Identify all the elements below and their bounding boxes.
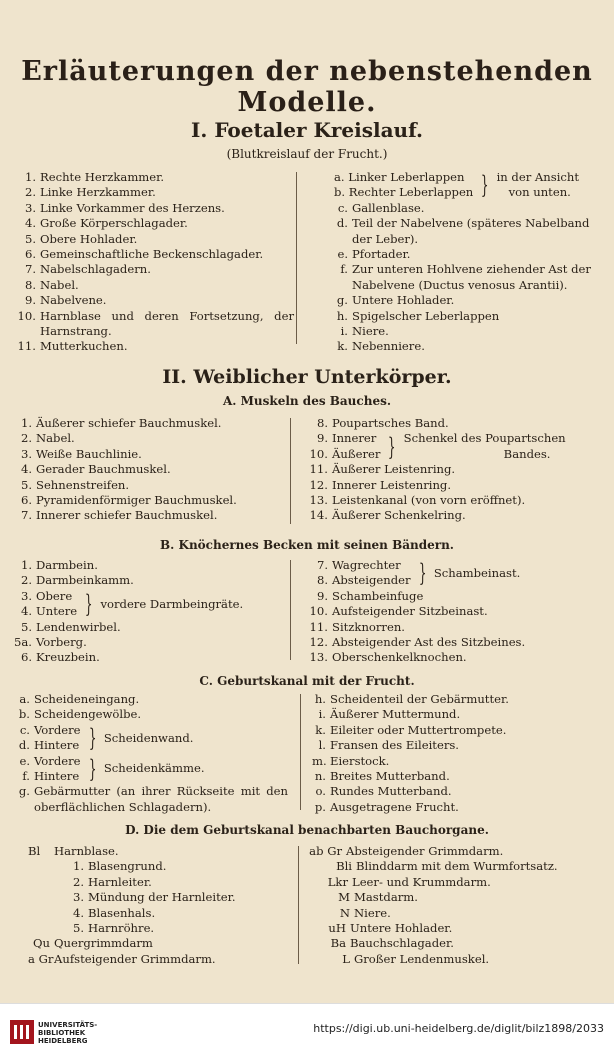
list-item: h. Spigelscher Leberlappen xyxy=(336,308,500,323)
subsection-b-heading: B. Knöchernes Becken mit seinen Bändern. xyxy=(160,538,454,552)
list-item: 9. Schambeinfuge xyxy=(316,588,424,603)
list-item: 4. Gerader Bauchmuskel. xyxy=(20,462,171,477)
list-item: 5a. Vorberg. xyxy=(14,635,87,650)
list-item: Bli Blinddarm mit dem Wurmfortsatz. xyxy=(336,859,558,874)
list-item: 5. Lendenwirbel. xyxy=(20,619,121,634)
university-library-logo-icon xyxy=(10,1020,34,1044)
list-item: 1. Rechte Herzkammer. xyxy=(24,170,165,184)
list-item: a. Scheideneingang. xyxy=(19,692,140,706)
list-item: 2. Nabel. xyxy=(20,431,75,446)
list-item: k. Nebenniere. xyxy=(337,339,425,354)
brace-group: a. Linker Leberlappen b. Rechter Leberlappen } in der Ansicht von unten. xyxy=(334,170,580,200)
subsection-b-left-list xyxy=(14,558,284,666)
list-item: 1. Äußerer schiefer Bauchmuskel. xyxy=(20,416,222,430)
permalink-url[interactable]: https://digi.ub.uni-heidelberg.de/diglit/bilz1898/2033 xyxy=(313,1022,604,1035)
list-item: L Großer Lendenmuskel. xyxy=(342,951,490,966)
column-divider xyxy=(298,846,299,964)
viewer-footer xyxy=(0,1003,614,1058)
list-item: Bl Harnblase. xyxy=(28,844,119,858)
list-item: 10. Harnblase und deren Fortsetzung, der Harnstrang. xyxy=(17,308,294,339)
list-item: b. Scheidengewölbe. xyxy=(18,707,142,722)
list-item: ab Gr Absteigender Grimmdarm. xyxy=(309,844,504,858)
list-item: 8. Nabel. xyxy=(24,277,79,292)
list-item: 6. Pyramidenförmiger Bauchmuskel. xyxy=(20,493,237,508)
list-item: uH Untere Hohlader. xyxy=(328,921,453,936)
list-item: 13. Leistenkanal (von vorn eröffnet). xyxy=(309,493,526,508)
subsection-d-heading: D. Die dem Geburtskanal benachbarten Bauchorgane. xyxy=(125,823,489,837)
subsection-d-right-list xyxy=(308,844,606,967)
list-item: 14. Äußerer Schenkelring. xyxy=(309,508,466,523)
list-item: 3. Weiße Bauchlinie. xyxy=(20,446,142,461)
list-item: f. Zur unteren Hohlvene ziehender Ast der Nabelvene (Ductus venosus Arantii). xyxy=(340,262,591,292)
list-item: 5. Harnröhre. xyxy=(72,921,155,936)
list-item: 3. Mündung der Harnleiter. xyxy=(72,890,236,905)
subsection-b-right-list xyxy=(308,558,606,666)
list-item: 5. Sehnenstreifen. xyxy=(20,477,130,492)
list-item: d. Teil der Nabelvene (späteres Nabelband der Leber). xyxy=(336,216,590,246)
list-item: 12. Innerer Leistenring. xyxy=(309,477,452,492)
subsection-a-heading: A. Muskeln des Bauches. xyxy=(222,394,392,408)
list-item: 7. Innerer schiefer Bauchmuskel. xyxy=(20,508,218,523)
subsection-a-left-list xyxy=(14,416,284,524)
brace-group: 7. Wagrechter 8. Absteigender } Schambeinast. xyxy=(316,558,521,588)
list-item: e. Pfortader. xyxy=(337,247,411,262)
list-item: 8. Poupartsches Band. xyxy=(316,416,449,430)
list-item: Qu Quergrimmdarm xyxy=(33,936,153,951)
list-item: 12. Absteigender Ast des Sitzbeines. xyxy=(309,635,526,650)
list-item: n. Breites Mutterband. xyxy=(314,769,450,784)
section-2-heading: II. Weiblicher Unterkörper. xyxy=(162,366,452,388)
brace-icon: } xyxy=(388,432,396,461)
list-item: k. Eileiter oder Muttertrompete. xyxy=(315,722,507,737)
subsection-a-right-list xyxy=(308,416,606,524)
list-item: 6. Gemeinschaftliche Beckenschlagader. xyxy=(24,247,264,262)
list-item: c. Gallenblase. xyxy=(337,200,425,215)
brace-group: 3. Obere 4. Untere } vordere Darmbeingräte. xyxy=(20,588,244,619)
section-1-left-list xyxy=(14,170,294,355)
brace-group: e. Vordere f. Hintere } Scheidenkämme. xyxy=(19,753,205,784)
brace-group: c. Vordere d. Hintere } Scheidenwand. xyxy=(18,722,194,753)
list-item: 7. Nabelschlagadern. xyxy=(24,262,151,277)
list-item: 11. Äußerer Leistenring. xyxy=(309,462,456,477)
section-1-right-list xyxy=(334,170,606,355)
subsection-c-right-list xyxy=(312,692,606,815)
list-item: 6. Kreuzbein. xyxy=(20,650,100,665)
list-item: 9. Nabelvene. xyxy=(24,293,107,308)
brace-icon: } xyxy=(84,590,93,619)
column-divider xyxy=(300,694,301,810)
brace-icon: } xyxy=(88,724,96,753)
list-item: 2. Linke Herzkammer. xyxy=(24,185,156,200)
list-item: 4. Blasenhals. xyxy=(72,905,156,920)
section-1-subtitle: (Blutkreislauf der Frucht.) xyxy=(226,147,388,161)
list-item: Ba Bauchschlagader. xyxy=(330,936,454,951)
brace-icon: } xyxy=(88,755,96,784)
page-title: Erläuterungen der nebenstehenden Modelle. xyxy=(21,56,593,118)
brace-icon: } xyxy=(418,559,427,588)
list-item: p. Ausgetragene Frucht. xyxy=(314,799,459,814)
list-item: M Mastdarm. xyxy=(338,890,418,905)
list-item: N Niere. xyxy=(339,905,391,920)
list-item: 11. Mutterkuchen. xyxy=(17,339,128,354)
list-item: i. Niere. xyxy=(340,324,389,339)
subsection-c-heading: C. Geburtskanal mit der Frucht. xyxy=(199,674,415,688)
library-name: UNIVERSITÄTS- BIBLIOTHEK HEIDELBERG xyxy=(38,1021,98,1045)
list-item: g. Untere Hohlader. xyxy=(336,293,455,308)
column-divider xyxy=(290,560,291,660)
list-item: 11. Sitzknorren. xyxy=(309,619,405,634)
list-item: 2. Darmbeinkamm. xyxy=(20,573,134,588)
section-1-heading: I. Foetaler Kreislauf. xyxy=(191,118,423,142)
list-item: 1. Blasengrund. xyxy=(72,859,167,874)
subsection-c-left-list xyxy=(18,692,288,815)
list-item: 5. Obere Hohlader. xyxy=(24,231,138,246)
list-item: 10. Aufsteigender Sitzbeinast. xyxy=(309,604,488,619)
list-item: i. Äußerer Muttermund. xyxy=(318,707,461,722)
list-item: 13. Oberschenkelknochen. xyxy=(309,650,467,665)
list-item: l. Fransen des Eileiters. xyxy=(318,738,459,753)
list-item: 4. Große Körperschlagader. xyxy=(24,216,188,231)
list-item: h. Scheidenteil der Gebärmutter. xyxy=(314,692,509,706)
subsection-d-left-list xyxy=(28,844,290,967)
brace-group: 9. Innerer 10. Äußerer } Schenkel des Poupartschen Bandes. xyxy=(309,431,566,461)
list-item: m. Eierstock. xyxy=(312,753,390,768)
list-item: Lkr Leer- und Krummdarm. xyxy=(327,874,491,889)
list-item: 3. Linke Vorkammer des Herzens. xyxy=(24,200,225,215)
list-item: 2. Harnleiter. xyxy=(72,874,152,889)
list-item: g. Gebärmutter (an ihrer Rückseite mit den oberflächlichen Schlagadern). xyxy=(18,784,288,814)
column-divider xyxy=(296,172,297,344)
list-item: o. Rundes Mutterband. xyxy=(315,784,452,799)
column-divider xyxy=(290,418,291,524)
brace-icon: } xyxy=(481,171,489,200)
list-item: a Gr Aufsteigender Grimmdarm. xyxy=(28,951,216,966)
list-item: 1. Darmbein. xyxy=(20,558,98,572)
